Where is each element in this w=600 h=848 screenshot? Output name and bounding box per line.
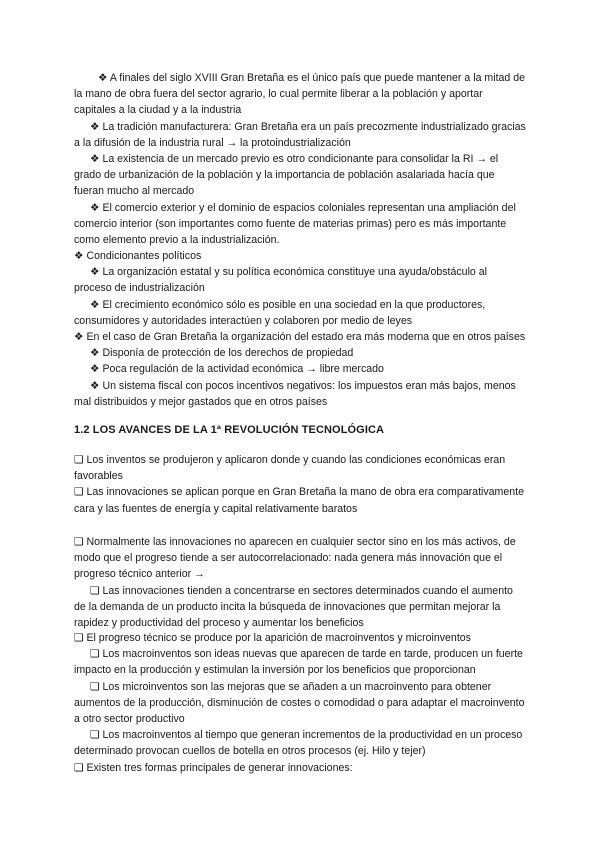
paragraph-block bbox=[74, 452, 526, 517]
paragraph-block bbox=[74, 630, 526, 760]
bullet-paragraph: ❏ Los microinventos son las mejoras que se añaden a un macroinvento para obtener aumentos de la producción, disminución de costes o comodidad o para adaptar el macroinvento a otro sector productivo bbox=[74, 680, 525, 726]
section-heading: 1.2 LOS AVANCES DE LA 1ª REVOLUCIÓN TECNOLÓGICA bbox=[74, 424, 385, 436]
bullet-paragraph: ❖ Condicionantes políticos bbox=[74, 250, 202, 262]
bullet-paragraph: ❖ La organización estatal y su política económica constituye una ayuda/obstáculo al proceso de industrialización bbox=[74, 266, 487, 295]
bullet-paragraph: ❖ La existencia de un mercado previo es otro condicionante para consolidar la RI → el grado de urbanización de la población y la importancia de población asalariada hacía que fueran mucho al mercado bbox=[74, 153, 499, 198]
bullet-paragraph: ❏ El progreso técnico se produce por la aparición de macroinventos y microinventos bbox=[74, 632, 471, 644]
bullet-paragraph: ❖ El crecimiento económico sólo es posible en una sociedad en la que productores, consumidores y autoridades interactúen y colaboren por medio de leyes bbox=[74, 298, 486, 327]
bullet-paragraph: ❖ El comercio exterior y el dominio de espacios coloniales representan una ampliación del comercio interior (son importantes como fuente de materias primas) pero es más importante como elemento previo a la industrialización. bbox=[74, 201, 516, 247]
section-heading-block bbox=[74, 422, 526, 438]
bullet-paragraph: ❏ Existen tres formas principales de generar innovaciones: bbox=[74, 762, 353, 774]
bullet-paragraph: ❏ Los macroinventos son ideas nuevas que aparecen de tarde en tarde, producen un fuerte impacto en la producción y estimulan la inversión por los beneficios que proporcionan bbox=[74, 648, 523, 677]
paragraph-block bbox=[74, 248, 526, 410]
bullet-paragraph: ❏ Las innovaciones se aplican porque en Gran Bretaña la mano de obra era comparativamente cara y las fuentes de energía y capital relativamente baratos bbox=[74, 486, 524, 515]
bullet-paragraph: ❖ La tradición manufacturera: Gran Bretaña era un país precozmente industrializado gracias a la difusión de la industria rural → la protoindustrialización bbox=[74, 120, 526, 149]
bullet-paragraph: ❏ Los inventos se produjeron y aplicaron donde y cuando las condiciones económicas eran favorables bbox=[74, 454, 506, 483]
bullet-paragraph: ❖ Disponía de protección de los derechos de propiedad bbox=[90, 347, 354, 360]
bullet-paragraph: ❖ Poca regulación de la actividad económica → libre mercado bbox=[90, 363, 384, 376]
paragraph-block bbox=[74, 534, 526, 631]
paragraph-block bbox=[74, 760, 526, 776]
bullet-paragraph: ❖ Un sistema fiscal con pocos incentivos negativos: los impuestos eran más bajos, menos mal distribuidos y mejor gastados que en otros países bbox=[74, 379, 516, 408]
bullet-paragraph: ❏ Normalmente las innovaciones no aparecen en cualquier sector sino en los más activos, de modo que el progreso tiende a ser autocorrelacionado: nada genera más innovación que el progreso técnico anterior → bbox=[74, 536, 516, 581]
paragraph-block bbox=[74, 70, 526, 248]
bullet-paragraph: ❖ A finales del siglo XVIII Gran Bretaña es el único país que puede mantener a la mitad de la mano de obra fuera del sector agrario, lo cual permite liberar a la población y aportar capitales a la ciudad y a la industria bbox=[74, 72, 526, 117]
bullet-paragraph: ❖ En el caso de Gran Bretaña la organización del estado era más moderna que en otros países bbox=[74, 331, 526, 344]
bullet-paragraph: ❏ Las innovaciones tienden a concentrarse en sectores determinados cuando el aumento de la demanda de un producto incita la búsqueda de innovaciones que permitan mejorar la rapidez y productividad del proceso y aumentar los beneficios bbox=[74, 584, 513, 630]
bullet-paragraph: ❏ Los macroinventos al tiempo que generan incrementos de la productividad en un proceso determinado provocan cuellos de botella en otros procesos (ej. Hilo y tejer) bbox=[74, 729, 523, 758]
